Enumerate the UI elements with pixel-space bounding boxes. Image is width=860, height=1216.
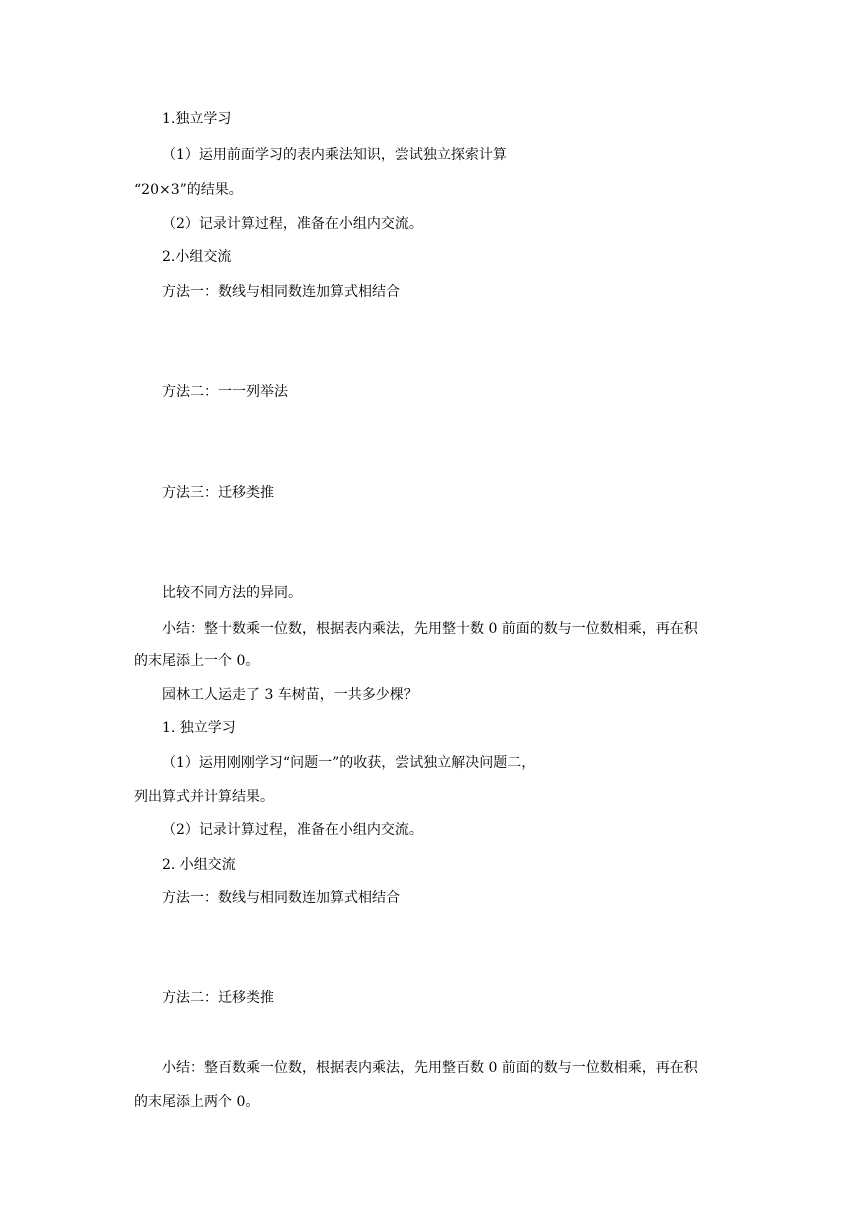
summary-line: 的末尾添上一个 0。	[134, 653, 260, 669]
summary-line: 小结：整十数乘一位数，根据表内乘法，先用整十数 0 前面的数与一位数相乘，再在积	[162, 621, 698, 637]
method-label: 方法一：数线与相同数连加算式相结合	[162, 890, 400, 906]
paragraph-line: （2）记录计算过程，准备在小组内交流。	[162, 216, 423, 232]
paragraph-line: “20×3”的结果。	[134, 182, 243, 198]
paragraph-line: （1）运用前面学习的表内乘法知识，尝试独立探索计算	[162, 147, 507, 163]
section-heading-independent-study: 1.独立学习	[162, 111, 232, 127]
section-heading-group-discussion: 2. 小组交流	[162, 857, 236, 873]
summary-line: 小结：整百数乘一位数，根据表内乘法，先用整百数 0 前面的数与一位数相乘，再在积	[162, 1060, 698, 1076]
paragraph-line: （1）运用刚刚学习“问题一”的收获，尝试独立解决问题二，	[162, 755, 536, 771]
section-heading-group-discussion: 2.小组交流	[162, 249, 232, 265]
paragraph-line: 比较不同方法的异同。	[162, 585, 302, 601]
method-label: 方法一：数线与相同数连加算式相结合	[162, 284, 400, 300]
summary-line: 的末尾添上两个 0。	[134, 1094, 260, 1110]
method-label: 方法二：迁移类推	[162, 990, 274, 1006]
paragraph-line: （2）记录计算过程，准备在小组内交流。	[162, 822, 423, 838]
method-label: 方法三：迁移类推	[162, 485, 274, 501]
problem-statement: 园林工人运走了 3 车树苗，一共多少棵？	[162, 687, 418, 703]
paragraph-line: 列出算式并计算结果。	[134, 789, 274, 805]
method-label: 方法二：一一列举法	[162, 384, 288, 400]
section-heading-independent-study: 1. 独立学习	[162, 720, 236, 736]
